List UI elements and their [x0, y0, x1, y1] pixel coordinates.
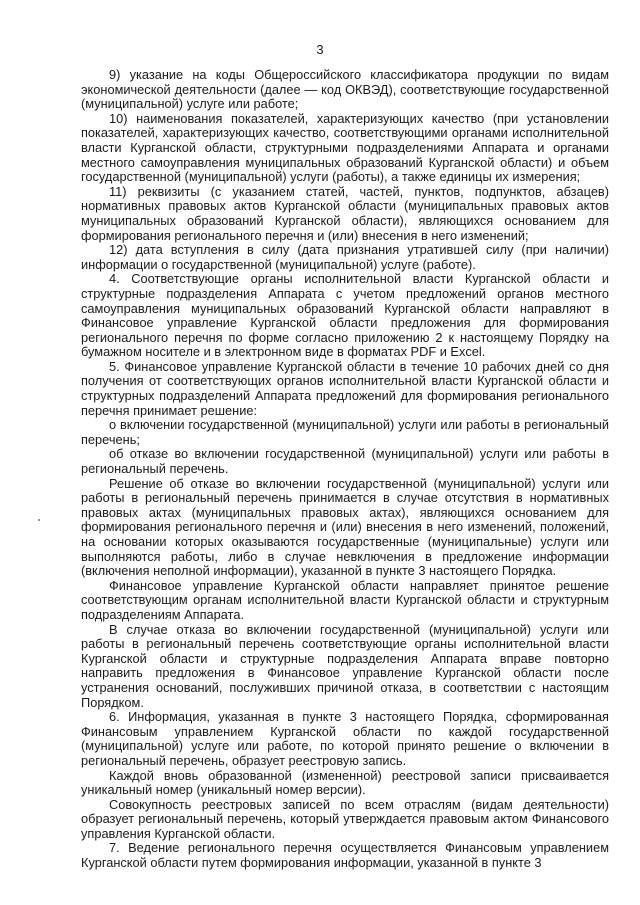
- page-number: 3: [316, 42, 324, 57]
- paragraph-refusal-grounds: Решение об отказе во включении государственной (муниципальной) услуги или работы в региональный перечень принимается в случае отсутствия в нормативных правовых актах (муниципальных правовых актах), являющихся основанием для формирования регионального перечня и (или) внесения в него изменений, положений, на основании которых оказываются государственные (муниципальные) услуги или выполняются работы, либо в случае невключения в предложение информации (включения неполной информации), указанной в пункте 3 настоящего Порядка.: [81, 475, 609, 579]
- paragraph-section-5: 5. Финансовое управление Курганской области в течение 10 рабочих дней со дня получения от соответствующих органов исполнительной власти Курганской области и структурных подразделений Аппарата предложений для формирования регионального перечня принимает решение:: [81, 358, 609, 418]
- paragraph-unique-number: Каждой вновь образованной (измененной) реестровой записи присваивается уникальный номер (уникальный номер версии).: [81, 767, 609, 798]
- paragraph-item-10: 10) наименования показателей, характеризующих качество (при установлении показателей, характеризующих качество, соответствующими органами исполнительной власти Курганской области, структурными подразделениями Аппарата и органами местного самоуправления муниципальных образований Курганской области) и объем государственной (муниципальной) услуги (работы), а также единицы их измерения;: [81, 110, 609, 185]
- paragraph-item-12: 12) дата вступления в силу (дата признания утратившей силу (при наличии) информации о государственной (муниципальной) услуге (работе).: [81, 242, 609, 272]
- paragraph-section-7: 7. Ведение регионального перечня осуществляется Финансовым управлением Курганской области путем формирования информации, указанной в пункте 3: [81, 840, 609, 871]
- paragraph-resubmission: В случае отказа во включении государственной (муниципальной) услуги или работы в региональный перечень соответствующие органы исполнительной власти Курганской области и структурные подразделения Аппарата вправе повторно направить предложения в Финансовое управление Курганской области после устранения оснований, послуживших причиной отказа, в соответствии с настоящим Порядком.: [81, 621, 609, 710]
- paragraph-section-6: 6. Информация, указанная в пункте 3 настоящего Порядка, сформированная Финансовым управлением Курганской области по каждой государственной (муниципальной) услуге или работе, по которой принято решение о включении в региональный перечень, образует реестровую запись.: [81, 709, 609, 768]
- paragraph-section-4: 4. Соответствующие органы исполнительной власти Курганской области и структурные подразделения Аппарата с учетом предложений органов местного самоуправления муниципальных образований Курганской области направляют в Финансовое управление Курганской области предложения для формирования регионального перечня по форме согласно приложению 2 к настоящему Порядку на бумажном носителе и в электронном виде в форматах PDF и Excel.: [81, 271, 609, 360]
- scan-speck: [38, 519, 40, 521]
- paragraph-decision-refuse: об отказе во включении государственной (муниципальной) услуги или работы в региональный перечень.: [81, 446, 609, 477]
- paragraph-item-11: 11) реквизиты (с указанием статей, частей, пунктов, подпунктов, абзацев) нормативных правовых актов Курганской области (муниципальных правовых актов муниципальных образований Курганской области), являющихся основанием для формирования регионального перечня и (или) внесения в него изменений;: [81, 183, 609, 243]
- document-body: [81, 68, 609, 871]
- paragraph-decision-notice: Финансовое управление Курганской области направляет принятое решение соответствующим органам исполнительной власти Курганской области и структурным подразделениям Аппарата.: [81, 577, 609, 622]
- paragraph-item-9: 9) указание на коды Общероссийского классификатора продукции по видам экономической деятельности (далее — код ОКВЭД), соответствующие государственной (муниципальной) услуге или работе;: [81, 67, 609, 112]
- paragraph-decision-include: о включении государственной (муниципальной) услуги или работы в региональный перечень;: [81, 417, 609, 447]
- paragraph-registry-total: Совокупность реестровых записей по всем отраслям (видам деятельности) образует региональный перечень, который утверждается правовым актом Финансового управления Курганской области.: [81, 796, 609, 841]
